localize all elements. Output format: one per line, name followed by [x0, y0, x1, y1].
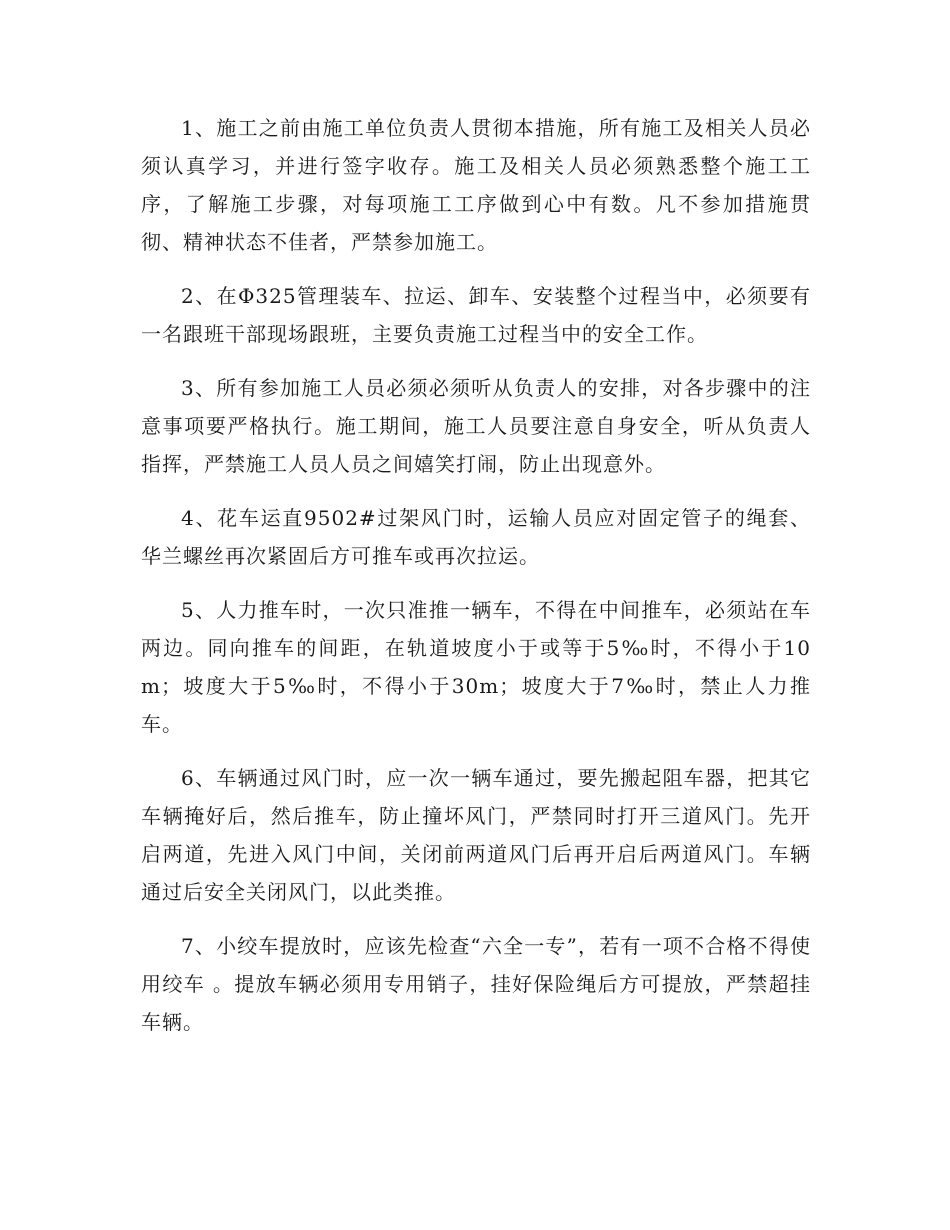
paragraph-6: 6、车辆通过风门时，应一次一辆车通过，要先搬起阻车器，把其它车辆掩好后，然后推车，防止撞坏风门，严禁同时打开三道风门。先开启两道，先进入风门中间，关闭前两道风门后再开启后两道风门。车辆通过后安全关闭风门，以此类推。: [141, 766, 811, 904]
paragraph-1: 1、施工之前由施工单位负责人贯彻本措施，所有施工及相关人员必须认真学习，并进行签字收存。施工及相关人员必须熟悉整个施工工序，了解施工步骤，对每项施工工序做到心中有数。凡不参加措施贯彻、精神状态不佳者，严禁参加施工。: [141, 116, 811, 254]
paragraph-5: 5、人力推车时，一次只准推一辆车，不得在中间推车，必须站在车两边。同向推车的间距，在轨道坡度小于或等于5‰时，不得小于10m；坡度大于5‰时，不得小于30m；坡度大于7‰时，禁止人力推车。: [141, 598, 811, 736]
document-body: [141, 109, 811, 1057]
paragraph-3: 3、所有参加施工人员必须必须听从负责人的安排，对各步骤中的注意事项要严格执行。施工期间，施工人员要注意自身安全，听从负责人指挥，严禁施工人员人员之间嬉笑打闹，防止出现意外。: [141, 376, 811, 476]
paragraph-2: 2、在Φ325管理装车、拉运、卸车、安装整个过程当中，必须要有一名跟班干部现场跟班，主要负责施工过程当中的安全工作。: [141, 284, 811, 346]
paragraph-7: 7、小绞车提放时，应该先检查“六全一专”，若有一项不合格不得使用绞车 。提放车辆必须用专用销子，挂好保险绳后方可提放，严禁超挂车辆。: [141, 934, 811, 1034]
paragraph-4: 4、花车运直9502#过架风门时，运输人员应对固定管子的绳套、华兰螺丝再次紧固后方可推车或再次拉运。: [141, 506, 811, 568]
